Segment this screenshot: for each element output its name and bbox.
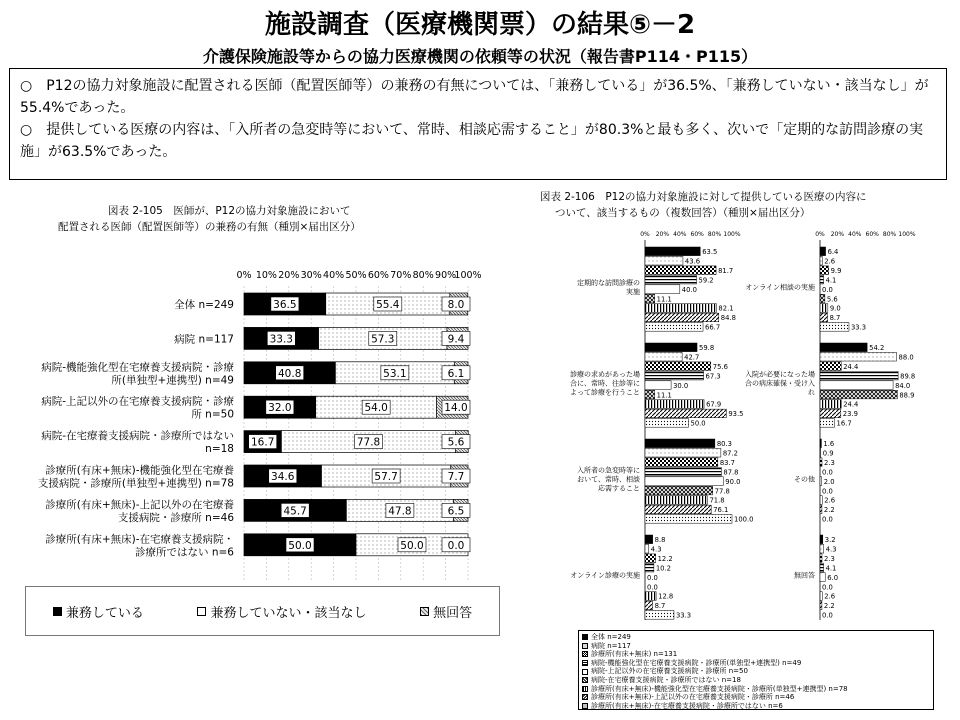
data-label: 0.0: [822, 515, 833, 524]
data-label: 2.3: [824, 458, 835, 467]
data-label: 81.7: [718, 266, 734, 275]
data-label: 0.0: [822, 468, 833, 477]
bar: [820, 496, 822, 505]
group-label: よって診療を行うこと: [570, 388, 640, 397]
x-tick-label: 40%: [323, 270, 345, 281]
bar: [645, 544, 649, 553]
legend-label: 診療所(有床+無床)-上記以外の在宅療養支援病院・診療所 n=46: [591, 693, 795, 702]
data-label: 59.8: [699, 344, 715, 352]
bar: [645, 381, 671, 390]
legend-label: 診療所(有床+無床) n=131: [591, 650, 678, 659]
data-label: 76.1: [713, 506, 729, 515]
data-label: 84.0: [895, 381, 911, 390]
bar: [645, 343, 697, 352]
bar: [820, 505, 822, 514]
legend-label: 無回答: [433, 605, 473, 621]
legend-item: [582, 676, 930, 685]
legend-label: 診療所(有床+無床)-在宅療養支援病院・診療所ではない n=6: [591, 701, 783, 710]
data-label: 0.0: [822, 583, 833, 592]
data-label: 2.6: [824, 257, 836, 266]
group-label: 定期的な訪問診療の: [577, 279, 640, 288]
legend-label: 兼務している: [65, 605, 144, 621]
data-label: 1.6: [823, 440, 835, 448]
x-tick-label: 20%: [655, 231, 670, 238]
chart2-title-line1: 図表 2-106 P12の協力対象施設に対して提供している医療の内容に: [540, 191, 867, 203]
category-label: 所 n=50: [191, 408, 234, 421]
data-label: 11.1: [656, 295, 672, 304]
legend-swatch: [582, 686, 588, 692]
data-label: 100.0: [734, 515, 754, 524]
data-label: 82.1: [718, 304, 734, 313]
bar: [820, 592, 822, 601]
bar: [645, 390, 655, 399]
data-label: 8.8: [654, 536, 666, 544]
data-label: 45.7: [283, 505, 307, 518]
bar: [820, 544, 824, 553]
data-label: 23.9: [842, 410, 858, 419]
category-label: 診療所(有床+無床)-機能強化型在宅療養: [45, 464, 234, 477]
bar: [820, 535, 823, 544]
data-label: 42.7: [684, 353, 700, 362]
x-tick-label: 30%: [300, 270, 322, 281]
data-label: 71.8: [709, 496, 725, 505]
group-label: 実施: [626, 288, 640, 297]
data-label: 2.6: [824, 592, 836, 601]
bar: [820, 390, 897, 399]
data-label: 0.0: [647, 583, 658, 592]
x-tick-label: 50%: [345, 270, 367, 281]
group-label: 応需すること: [598, 484, 640, 493]
data-label: 2.0: [823, 477, 835, 486]
page-title: 施設調査（医療機関票）の結果⑤－2: [264, 10, 696, 40]
x-tick-label: 100%: [898, 231, 916, 238]
bar: [645, 448, 721, 457]
data-label: 77.8: [356, 436, 381, 449]
legend-swatch-hatched: [420, 607, 429, 616]
legend-label: 病院-機能強化型在宅療養支援病院・診療所(単独型+連携型) n=49: [591, 658, 802, 667]
data-label: 50.0: [690, 419, 706, 428]
bar: [645, 304, 716, 313]
x-tick-label: 100%: [723, 231, 741, 238]
bar: [645, 247, 700, 256]
x-tick-label: 80%: [882, 231, 897, 238]
data-label: 43.6: [684, 257, 701, 266]
data-label: 0.0: [447, 539, 465, 552]
x-tick-label: 90%: [435, 270, 457, 281]
bar: [645, 458, 718, 467]
x-tick-label: 20%: [830, 231, 845, 238]
bar: [645, 554, 656, 563]
bar: [645, 362, 711, 371]
data-label: 6.4: [827, 248, 839, 256]
legend-label: 病院-在宅療養支援病院・診療所ではない n=18: [591, 675, 741, 684]
data-label: 84.8: [720, 314, 736, 323]
bar: [820, 371, 898, 380]
data-label: 0.0: [822, 487, 833, 496]
data-label: 7.7: [447, 471, 465, 483]
data-label: 3.2: [824, 536, 836, 544]
x-tick-label: 20%: [278, 270, 300, 281]
chart2-title-line2: ついて、該当するもの（複数回答）（種別×届出区分）: [555, 207, 811, 219]
data-label: 50.0: [288, 539, 312, 552]
data-label: 63.5: [702, 248, 718, 256]
data-label: 16.7: [251, 436, 275, 449]
data-label: 11.1: [656, 391, 672, 400]
category-label: 支援病院・診療所 n=46: [117, 511, 234, 524]
data-label: 6.0: [827, 573, 839, 582]
data-label: 33.3: [850, 323, 867, 332]
data-label: 5.6: [447, 436, 465, 449]
x-tick-label: 100%: [454, 270, 482, 281]
category-label: 診療所(有床+無床)-在宅療養支援病院・: [45, 533, 234, 546]
bar: [820, 294, 825, 303]
legend-label: 病院 n=117: [591, 641, 631, 650]
bar: [820, 601, 822, 610]
data-label: 57.7: [374, 471, 398, 483]
data-label: 33.3: [269, 333, 293, 346]
bar: [645, 400, 704, 409]
data-label: 88.9: [899, 391, 915, 400]
bar: [645, 275, 697, 284]
bar: [645, 467, 721, 476]
bar: [820, 409, 841, 418]
data-label: 47.8: [388, 505, 412, 518]
data-label: 90.0: [725, 477, 741, 486]
legend-swatch-white: [197, 607, 206, 616]
legend-label: 病院-上記以外の在宅療養支援病院・診療所 n=50: [591, 667, 748, 676]
group-label: 合に、常時、往診等に: [570, 379, 640, 388]
bar: [820, 477, 822, 486]
data-label: 0.0: [822, 611, 833, 620]
data-label: 54.0: [364, 402, 388, 415]
bar: [645, 371, 704, 380]
data-label: 6.5: [447, 505, 465, 518]
bar: [645, 323, 703, 332]
chart1-legend: [25, 586, 500, 636]
data-label: 59.2: [698, 276, 714, 285]
group-label: 入所者の急変時等に: [577, 466, 640, 475]
legend-item: [582, 650, 930, 659]
page-subtitle: 介護保険施設等からの協力医療機関の依頼等の状況（報告書P114・P115）: [202, 47, 758, 66]
bar: [820, 313, 828, 322]
data-label: 10.2: [655, 564, 672, 573]
category-label: 所(単独型+連携型) n=49: [111, 374, 234, 387]
data-label: 24.4: [843, 400, 859, 409]
legend-swatch: [582, 651, 588, 657]
category-label: n=18: [205, 443, 234, 456]
data-label: 0.0: [647, 573, 658, 582]
x-tick-label: 70%: [390, 270, 412, 281]
bar: [645, 419, 689, 428]
bar: [820, 381, 893, 390]
x-tick-label: 40%: [848, 231, 862, 238]
legend-swatch: [582, 677, 588, 683]
category-label: 病院-上記以外の在宅療養支援病院・診療: [41, 395, 234, 408]
legend-item: [582, 642, 930, 651]
data-label: 67.9: [706, 400, 722, 409]
bar: [820, 352, 897, 361]
data-label: 4.1: [825, 276, 837, 285]
bar: [645, 515, 732, 524]
bar: [645, 352, 682, 361]
bar: [820, 362, 841, 371]
data-label: 4.1: [825, 564, 837, 573]
data-label: 2.6: [824, 496, 836, 505]
data-label: 12.2: [657, 554, 673, 563]
bar: [645, 535, 653, 544]
data-label: 89.8: [900, 372, 916, 381]
x-tick-label: 0%: [236, 270, 252, 281]
bar: [645, 266, 716, 275]
category-label: 診療所(有床+無床)-上記以外の在宅療養: [45, 498, 234, 511]
x-tick-label: 0%: [640, 231, 650, 238]
data-label: 50.0: [400, 539, 424, 552]
data-label: 2.2: [823, 506, 835, 515]
bar: [645, 505, 711, 514]
data-label: 9.0: [829, 304, 841, 313]
bar: [645, 313, 719, 322]
x-tick-label: 60%: [367, 270, 389, 281]
group-label: 診療の求めがあった場: [570, 370, 640, 379]
data-label: 87.8: [723, 468, 739, 477]
legend-item-not-concurrent: [197, 602, 366, 621]
legend-swatch: [582, 634, 588, 640]
data-label: 33.3: [675, 611, 692, 620]
group-label: オンライン診療の実施: [570, 571, 640, 580]
data-label: 4.3: [650, 545, 662, 554]
summary-point-1: ○ P12の協力対象施設に配置される医師（配置医師等）の兼務の有無については、「兼務している」が36.5%、「兼務していない・該当なし」が55.4%であった。: [20, 78, 929, 116]
legend-swatch: [582, 669, 588, 675]
data-label: 5.6: [826, 295, 838, 304]
bar: [820, 448, 821, 457]
bar: [645, 285, 680, 294]
bar: [820, 563, 824, 572]
bar: [820, 343, 867, 352]
bar: [645, 486, 713, 495]
data-label: 40.0: [681, 285, 697, 294]
bar: [645, 611, 674, 620]
legend-swatch: [582, 694, 588, 700]
data-label: 34.6: [271, 471, 295, 483]
x-tick-label: 40%: [673, 231, 687, 238]
x-tick-label: 80%: [412, 270, 434, 281]
bar: [645, 409, 726, 418]
x-tick-label: 80%: [707, 231, 722, 238]
chart1-title-line2: 配置される医師（配置医師等）の兼務の有無（種別×届出区分）: [58, 221, 361, 233]
data-label: 6.1: [447, 367, 465, 380]
category-label: 全体 n=249: [174, 299, 234, 311]
data-label: 93.5: [728, 410, 744, 419]
data-label: 87.2: [722, 449, 739, 458]
group-label: 入院が必要になった場: [745, 370, 815, 379]
legend-label: 全体 n=249: [591, 633, 631, 641]
bar: [645, 601, 653, 610]
legend-label: 診療所(有床+無床)-機能強化型在宅療養支援病院・診療所(単独型+連携型) n=78: [591, 684, 848, 693]
data-label: 77.8: [714, 487, 730, 496]
data-label: 2.2: [823, 602, 835, 611]
legend-item: [582, 685, 930, 694]
bar: [820, 439, 821, 448]
data-label: 4.3: [825, 545, 837, 554]
legend-item: [582, 667, 930, 676]
data-label: 36.5: [273, 299, 297, 311]
data-label: 8.7: [654, 602, 666, 611]
bar: [820, 256, 822, 265]
bar: [820, 419, 835, 428]
legend-item-concurrent: [53, 602, 144, 621]
data-label: 67.3: [705, 372, 721, 381]
legend-label: 兼務していない・該当なし: [210, 605, 367, 621]
data-label: 12.8: [658, 592, 674, 601]
category-label: 病院-在宅療養支援病院・診療所ではない: [41, 430, 234, 443]
legend-swatch: [582, 660, 588, 666]
group-label: その他: [794, 475, 815, 484]
bar: [820, 458, 822, 467]
category-label: 病院-機能強化型在宅療養支援病院・診療: [41, 361, 234, 374]
bar: [820, 266, 829, 275]
data-label: 80.3: [716, 440, 733, 448]
data-label: 9.4: [447, 333, 465, 346]
data-label: 57.3: [371, 333, 395, 346]
data-label: 32.0: [268, 402, 292, 415]
bar: [820, 554, 822, 563]
bar: [645, 592, 656, 601]
legend-swatch: [582, 643, 588, 649]
bar: [820, 304, 828, 313]
summary-point-2: ○ 提供している医療の内容は、「入所者の急変時等において、常時、相談応需すること」が80.3%と最も多く、次いで「定期的な訪問診療の実施」が63.5%であった。: [20, 122, 924, 160]
chart2-legend: [578, 630, 934, 710]
data-label: 88.0: [898, 353, 914, 362]
legend-item-no-answer: [420, 602, 472, 621]
group-label: 合の病床確保・受け入: [745, 379, 815, 388]
category-label: 支援病院・診療所(単独型+連携型) n=78: [37, 477, 234, 490]
data-label: 8.0: [447, 299, 465, 311]
data-label: 66.7: [705, 323, 721, 332]
legend-item: [582, 633, 930, 642]
bar: [645, 439, 715, 448]
data-label: 2.3: [824, 554, 835, 563]
category-label: 診療所ではない n=6: [135, 546, 234, 559]
data-label: 24.4: [843, 362, 859, 371]
bar: [820, 400, 841, 409]
bar: [645, 256, 683, 265]
bar: [820, 573, 825, 582]
legend-swatch: [582, 703, 588, 709]
data-label: 75.6: [712, 362, 728, 371]
legend-item: [582, 693, 930, 702]
bar: [820, 247, 826, 256]
data-label: 16.7: [836, 419, 852, 428]
x-tick-label: 10%: [255, 270, 277, 281]
group-label: れ: [808, 388, 815, 397]
bar: [645, 294, 655, 303]
data-label: 0.9: [822, 449, 834, 458]
data-label: 53.1: [383, 367, 407, 380]
data-label: 30.0: [673, 381, 689, 390]
group-label: 無回答: [794, 571, 815, 580]
x-tick-label: 60%: [865, 231, 879, 238]
category-label: 病院 n=117: [174, 333, 234, 346]
legend-item: [582, 702, 930, 711]
data-label: 54.2: [869, 344, 885, 352]
group-label: おいて、常時、相談: [577, 475, 640, 484]
data-label: 14.0: [444, 402, 468, 415]
data-label: 55.4: [376, 299, 400, 311]
data-label: 40.8: [278, 367, 302, 380]
legend-swatch-black: [53, 607, 62, 616]
x-tick-label: 60%: [690, 231, 704, 238]
bar: [645, 477, 723, 486]
group-label: オンライン相談の実施: [745, 283, 815, 292]
bar: [645, 496, 707, 505]
bar: [820, 275, 824, 284]
data-label: 0.0: [822, 285, 833, 294]
data-label: 8.7: [829, 314, 841, 323]
x-tick-label: 0%: [815, 231, 825, 238]
data-label: 83.7: [719, 458, 735, 467]
data-label: 9.9: [830, 266, 842, 275]
bar: [645, 563, 654, 572]
chart1-title-line1: 図表 2-105 医師が、P12の協力対象施設において: [108, 205, 351, 217]
bar: [820, 323, 849, 332]
